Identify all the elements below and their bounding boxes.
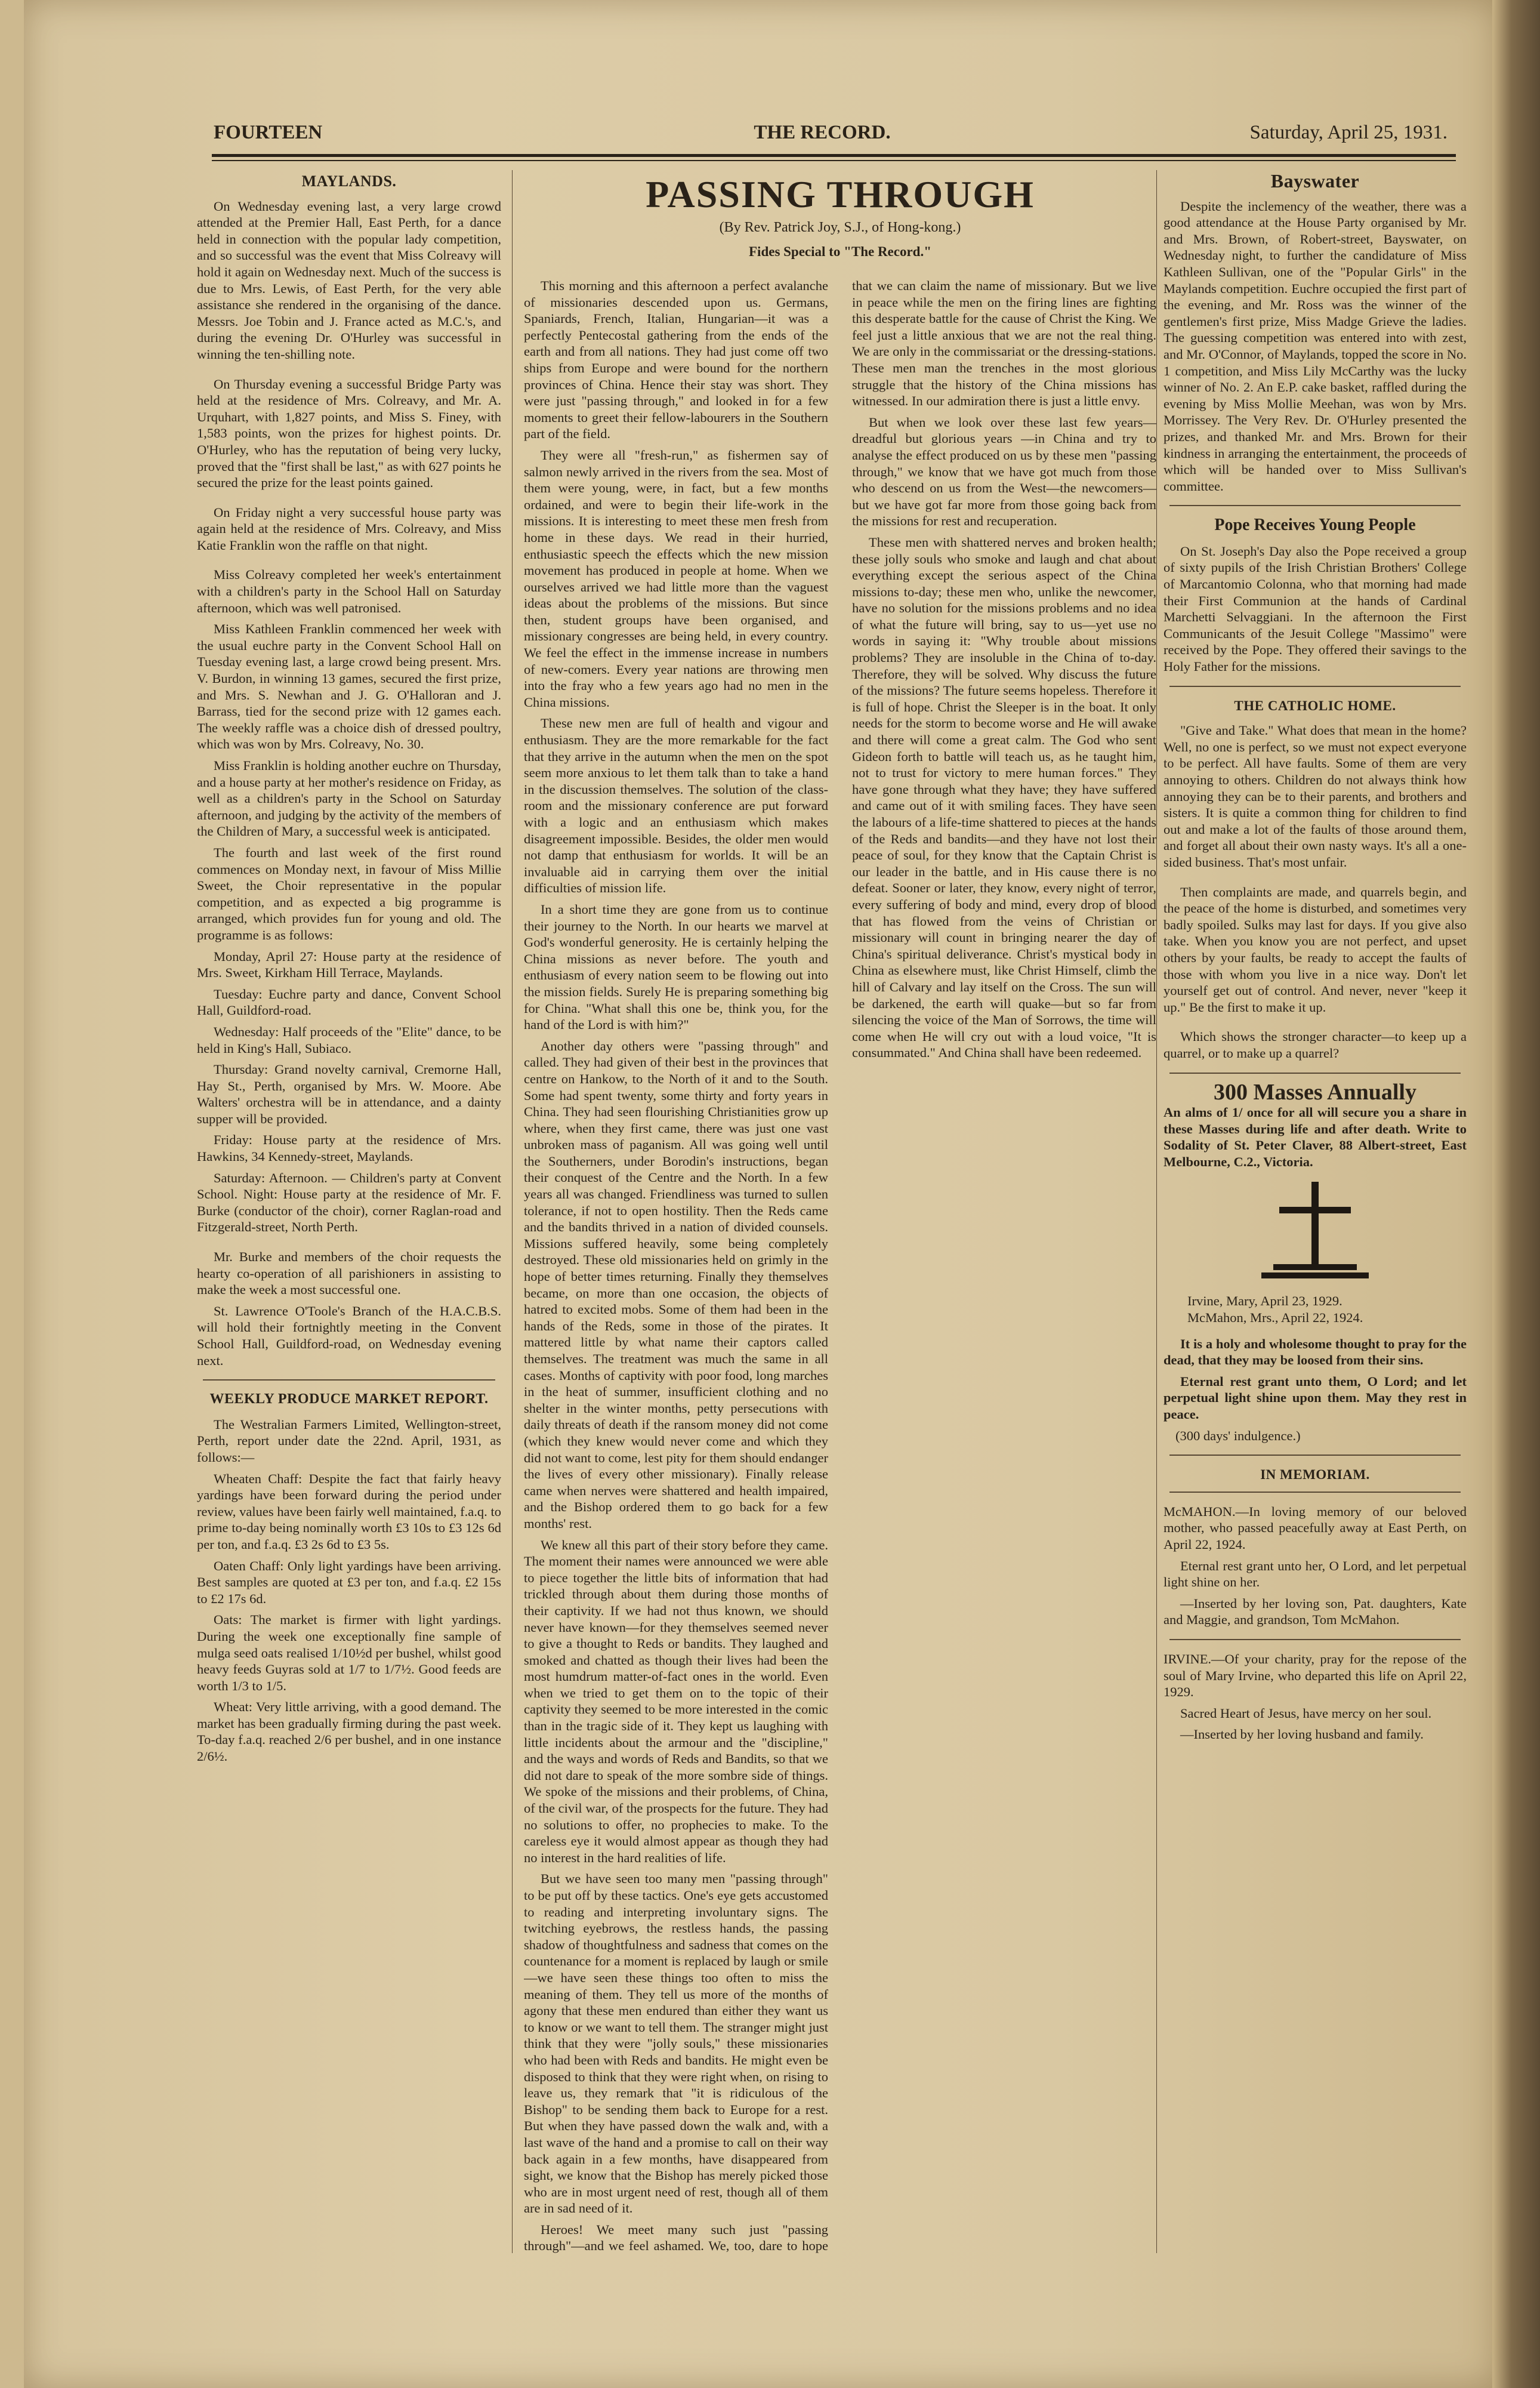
memoriam-heading: IN MEMORIAM.: [1260, 1467, 1370, 1483]
produce-paragraph: Wheaten Chaff: Despite the fact that fairly heavy yardings have been forward during the period under review, values have been fairly well maintained, f.a.q. to prime to-day being nominally worth £3 10s to £3 12s 6d per ton, and f.a.q. £3 2s 6d to £3 5s.: [197, 1471, 501, 1552]
maylands-paragraph: Thursday: Grand novelty carnival, Cremorne Hall, Hay St., Perth, organised by Mrs. W. Moore. Abe Walters' orchestra will be in attendance, and a dainty supper will be provided.: [197, 1062, 501, 1126]
masthead-rule-thin: [212, 160, 1456, 161]
maylands-paragraph: Friday: House party at the residence of Mrs. Hawkins, 34 Kennedy-street, Maylands.: [197, 1132, 501, 1164]
article-paragraph: Heroes! We meet many such just "passing through"—and we feel ashamed. We, too, dare to hope that we can claim the name of missionary. But we live in peace while the men on the firing lines are fighting this desperate battle for the cause of Christ the King. We feel just a little anxious that we are not the real thing. We are only in the commissariat or the dressing-stations. These men man the trenches in the most glorious struggle that the history of the China missions has witnessed. In our admiration there is just a little envy.: [524, 278, 1156, 2254]
masses-text: An alms of 1/ once for all will secure you a share in these Masses during life and after death. Write to Sodality of St. Peter Claver, 88 Albert-street, East Melbourne, C.2., Victoria.: [1164, 1105, 1467, 1169]
maylands-paragraph: Wednesday: Half proceeds of the "Elite" dance, to be held in King's Hall, Subiaco.: [197, 1024, 501, 1056]
produce-paragraph: Oats: The market is firmer with light yardings. During the week one exceptionally fine sample of mulga seed oats realised 1/10½d per bushel, whilst good heavy feeds Guyras sold at 1/7 to 1/7½. Good feeds are worth 1/3 to 1/5.: [197, 1612, 501, 1693]
maylands-paragraph: Tuesday: Euchre party and dance, Convent School Hall, Guildford-road.: [197, 986, 501, 1018]
catholic-home-paragraph: Then complaints are made, and quarrels begin, and the peace of the home is disturbed, and sometimes very badly spoiled. Sulks may last for days. If you give also take. When you know you are not perfect, and upset others by your faults, be ready to accept the faults of those with whom you live in a nice way. Don't let yourself get out of control. And never, never "keep it up." Be the first to make it up.: [1164, 884, 1467, 1015]
produce-paragraph: The Westralian Farmers Limited, Wellington-street, Perth, report under date the 22nd. April, 1931, as follows:—: [197, 1416, 501, 1465]
page-number: FOURTEEN: [214, 122, 323, 143]
article-paragraph: Another day others were "passing through" and called. They had given of their best in the provinces that centre on Hankow, to the North of it and to the South. Some had spent twenty, some thirty and forty years in China. They had seen flourishing Christianities grow up where, when they first came, there was just one vast unbroken mass of paganism. All was going well until the Southerners, under Borodin's instructions, began their conquest of the Centre and the North. In a few years all was changed. Friendliness was turned to sullen tolerance, if not to open hostility. Then the Reds came and the bandits thrived in a nation of divided counsels. Missions suffered heavily, some being completely destroyed. These old missionaries held on grimly in the hope of better times returning. Finally they themselves became, on more than one occasion, the objects of hatred to excited mobs. Some of them had been in the hands of the Reds, some in those of the pirates. It mattered little by what name their captors called themselves. The treatment was much the same in all cases. Months of captivity with poor food, long marches in the heat of summer, insufficient clothing and no shelter in the winter months, petty persecutions with daily threats of death if the ransom money did not come (which they knew would never come and which they did not want to come, lest pity for them should endanger the lives of every other missionary). Finally release came when nerves were shattered and health impaired, and the Bishop ordered them to go back for a few months' rest.: [524, 1038, 828, 1531]
article-paragraph: This morning and this afternoon a perfect avalanche of missionaries descended upon us. Germans, Spaniards, French, Italian, Hungarian—it was a perfectly Pentecostal gathering from the ends of the earth and from all nations. They had just come off two ships from Europe and were bound for the northern provinces of China. Hence their stay was short. They were just "passing through," and looked in for a few moments to greet their fellow-labourers in the Southern part of the field.: [524, 278, 828, 442]
column-divider: [1156, 170, 1157, 2253]
maylands-paragraph: Miss Kathleen Franklin commenced her week with the usual euchre party in the Convent School Hall on Tuesday evening last, a large crowd being present. Mrs. V. Burdon, in winning 13 games, secured the first prize, and Mrs. S. Newhan and J. G. O'Halloran and J. Barrass, tied for the second prize with 12 games each. The weekly raffle was a choice dish of dressed poultry, which was won by Mrs. Colreavy, No. 30.: [197, 621, 501, 752]
catholic-home-paragraph: Which shows the stronger character—to keep up a quarrel, or to make up a quarrel?: [1164, 1029, 1467, 1061]
maylands-paragraph: The fourth and last week of the first round commences on Monday next, in favour of Miss Millie Sweet, the Choir representative in the popular competition, and as expected a big programme is arranged, which provides fun for young and old. The programme is as follows:: [197, 845, 501, 942]
maylands-paragraph: St. Lawrence O'Toole's Branch of the H.A.C.B.S. will hold their fortnightly meeting in the Convent School Hall, Guildford-road, on Wednesday evening next.: [197, 1303, 501, 1368]
death-notice: Irvine, Mary, April 23, 1929.: [1187, 1293, 1343, 1309]
catholic-home-paragraph: "Give and Take." What does that mean in the home? Well, no one is perfect, so we must not expect everyone to be perfect. All have faults. Some of them are very annoying to others. Children do not always think how annoying they can be to their parents, and brothers and sisters. It is quite a common thing for children to find out and make a lot of the faults of those around them, and forget all about their own nasty ways. It's all a one-sided business. That's most unfair.: [1164, 723, 1467, 870]
produce-paragraph: Wheat: Very little arriving, with a good demand. The market has been gradually firming during the past week. To-day f.a.q. reached 2/6 per bushel, and in one instance 2/6½.: [197, 1699, 501, 1764]
section-divider: [1169, 1455, 1461, 1456]
memoriam-entry: —Inserted by her loving husband and family.: [1180, 1727, 1424, 1742]
catholic-home-heading: THE CATHOLIC HOME.: [1234, 698, 1396, 713]
prayer-text: It is a holy and wholesome thought to pray for the dead, that they may be loosed from their sins.: [1164, 1336, 1467, 1368]
section-divider: [203, 1379, 495, 1381]
indulgence-text: (300 days' indulgence.): [1175, 1428, 1301, 1443]
masthead: [190, 119, 1455, 148]
column-right: [1164, 173, 1467, 2262]
memoriam-entry: Eternal rest grant unto her, O Lord, and let perpetual light shine on her.: [1164, 1558, 1467, 1590]
issue-date: Saturday, April 25, 1931.: [1249, 122, 1448, 143]
maylands-paragraph: On Wednesday evening last, a very large crowd attended at the Premier Hall, East Perth, for a dance held in connection with the popular lady competition, and so successful was the event that Miss Colreavy will hold it again on Wednesday next. Much of the success is due to Mrs. Lewis, of East Perth, for the very able assistance she rendered in the organising of the dance. Messrs. Joe Tobin and J. France acted as M.C.'s, and during the evening Dr. O'Hurley was successful in winning the ten-shilling note.: [197, 198, 501, 362]
article-paragraph: They were all "fresh-run," as fishermen say of salmon newly arrived in the rivers from the sea. Most of them were young, were, in fact, but a few months ordained, and were to begin their life-work in the missions. It is interesting to meet these men fresh from home in these days. We read in their hurried, enthusiastic speech the effects which the new mission movement has produced in people at home. When we ourselves arrived we had little more than the vaguest ideas about the problems of the missions. But since then, student groups have been organised, and missionary congresses are being held, in every country. We feel the effect in the immense increase in numbers of new-comers. Every year nations are throwing men into the fray who a few years ago had no men in the China missions.: [524, 447, 828, 710]
maylands-paragraph: On Friday night a very successful house party was again held at the residence of Mrs. Colreavy, and Miss Katie Franklin won the raffle on that night.: [197, 504, 501, 553]
prayer-text: Eternal rest grant unto them, O Lord; and let perpetual light shine upon them. May they rest in peace.: [1164, 1373, 1467, 1422]
article-byline: (By Rev. Patrick Joy, S.J., of Hong-kong.): [719, 220, 961, 235]
masthead-rule: [212, 154, 1456, 157]
maylands-paragraph: Miss Franklin is holding another euchre on Thursday, and a house party at her mother's residence on Friday, as well as a children's party in the School on Saturday afternoon, and judging by the activity of the members of the Children of Mary, a successful week is anticipated.: [197, 758, 501, 839]
pope-heading: Pope Receives Young People: [1214, 516, 1416, 535]
maylands-paragraph: Saturday: Afternoon. — Children's party at Convent School. Night: House party at the residence of Mr. F. Burke (conductor of the choir), corner Raglan-road and Fitzgerald-street, North Perth.: [197, 1170, 501, 1235]
memoriam-entry: McMAHON.—In loving memory of our beloved mother, who passed peacefully away at East Perth, on April 22, 1924.: [1164, 1503, 1467, 1552]
article-body: [524, 278, 1156, 2262]
maylands-paragraph: Mr. Burke and members of the choir requests the hearty co-operation of all parishioners in assisting to make the week a most successful one.: [197, 1249, 501, 1298]
article-paragraph: These men with shattered nerves and broken health; these jolly souls who smoke and laugh and chat about everything except the serious aspect of the China missions to-day; these men who, unlike the newcomer, have no solution for the missions problems and no idea of what the future will bring, say to us—yet use no words in saying it: "Why trouble about missions problems? They are insoluble in the China of to-day. Therefore, they will be solved. Why discuss the future of the missions? The future seems hopeless. Therefore it is full of hope. Christ the Sleeper is in the boat. It only needs for the storm to become worse and He will awake and there will come a great calm. The God who sent Gideon forth to battle will teach us, as he taught him, not to trust for victory to mere human forces." They have gone through what they have; they have suffered and came out of it with smiling faces. They have seen the labours of a life-time shattered to pieces at the hands of the Reds and bandits—and they have not lost their peace of soul, for they know that the Captain Christ is our leader in the battle, and in His cause there is no defeat. Sooner or later, they know, every night of terror, every suffering of body and mind, every drop of blood that has flowed from the veins of Christian or missionary will count in bringing nearer the day of China's spiritual deliverance. Christ's mystical body in China as elsewhere must, like Christ Himself, climb the hill of Calvary and lay itself on the Cross. The sun will be darkened, the earth will quake—but so far from silencing the voice of the Man of Sorrows, the time will come when He will cry out with a loud voice, "It is consummated." And China shall have been redeemed.: [852, 534, 1156, 1061]
masses-heading: 300 Masses Annually: [1214, 1079, 1416, 1105]
article-headline: PASSING THROUGH: [646, 173, 1035, 215]
maylands-paragraph: Miss Colreavy completed her week's entertainment with a children's party in the School Hall on Saturday afternoon, which was well patronised.: [197, 567, 501, 615]
section-divider: [1169, 1073, 1461, 1074]
maylands-paragraph: On Thursday evening a successful Bridge Party was held at the residence of Mrs. Colreavy, and Mr. A. Urquhart, with 1,827 points, and Miss S. Finey, with 1,583 points, won the prizes for highest points. Dr. O'Hurley, who has the reputation of being very lucky, proved that the "first shall be last," as with 627 points he secured the prize for the least points gained.: [197, 376, 501, 491]
article-paragraph: These new men are full of health and vigour and enthusiasm. They are the more remarkable for the fact that they arrive in the autumn when the men on the spot seem more anxious to let them talk than to take a hand in the discussion themselves. The solution of the class-room and the missionary conference are put forward with a logic and an enthusiasm which makes disagreement impossible. Besides, the older men would not damp that enthusiasm for worlds. It will be an invaluable aid in carrying them over the initial difficulties of mission life.: [524, 716, 828, 896]
column-maylands: [197, 173, 501, 2262]
bayswater-heading: Bayswater: [1270, 173, 1360, 192]
article-paragraph: But we have seen too many men "passing through" to be put off by these tactics. One's eye gets accustomed to reading and interpreting involuntary signs. The twitching eyebrows, the restless hands, the passing shadow of thoughtfulness and sadness that comes on the countenance for a moment is replaced by laugh or smile—we have seen these things too often to miss the meaning of them. They tell us more of the months of agony that these men endured than either they want us to know or we want to tell them. The stranger might just think that they were "jolly souls," these missionaries who had been with Reds and bandits. He might even be disposed to think that they were right when, on rising to leave us, they remark that "it is ridiculous of the Bishop" to be sending them back to Europe for a rest. But when they have passed down the walk and, with a last wave of the hand and a promise to call on their way back again in a few months, have disappeared from sight, we know that the Bishop has merely picked those who are in most urgent need of rest, though all of them are in sad need of it.: [524, 1871, 828, 2216]
article-paragraph: In a short time they are gone from us to continue their journey to the North. In our hearts we marvel at God's wonderful generosity. He is certainly helping the China missions as never before. The youth and enthusiasm of every nation seem to be flowing out into the mission fields. Surely He is preparing something big for China. "What shall this one be, think you, for the hand of the Lord is with him?": [524, 901, 828, 1033]
article-passing-through: [524, 173, 1156, 2262]
memoriam-entry: —Inserted by her loving son, Pat. daughters, Kate and Maggie, and grandson, Tom McMahon.: [1164, 1595, 1467, 1628]
article-paragraph: We knew all this part of their story before they came. The moment their names were announced we were able to piece together the little bits of information that had trickled through about them during those months of their captivity. If we had not thus known, we should never have known—for they themselves seemed never to give a thought to Reds or bandits. They laughed and smoked and chatted as though their lives had been the most humdrum matter-of-fact ones in the world. Even when we tried to get them on to the topic of their captivity they seemed to be more interested in the comic than in the tragic side of it. They kept us laughing with little incidents about the armour and the "discipline," and the ways and words of Reds and Bandits, so that we did not dare to speak of the more sombre side of things. We spoke of the missions and their problems, of China, of the civil war, of the prospects for the future. They had no solutions to offer, no prophecies to make. To the careless eye it would almost appear as though they had no interest in the hard realities of life.: [524, 1537, 828, 1865]
section-divider: [1169, 1492, 1461, 1493]
pope-paragraph: On St. Joseph's Day also the Pope received a group of sixty pupils of the Irish Christian Brothers' College of Marcantomio Colonna, who that morning had made their First Communion at the hands of Cardinal Marchetti Selvaggiani. In the afternoon the First Communicants of the Jesuit College "Massimo" were received by the Pope. They offered their savings to the Holy Father for the missions.: [1164, 543, 1467, 674]
produce-paragraph: Oaten Chaff: Only light yardings have been arriving. Best samples are quoted at £3 per ton, and f.a.q. £2 15s to £2 17s 6d.: [197, 1558, 501, 1606]
cross-icon: [1255, 1182, 1375, 1283]
bayswater-paragraph: Despite the inclemency of the weather, there was a good attendance at the House Party organised by Mr. and Mrs. Brown, of Robert-street, Bayswater, on Wednesday night, to further the candidature of Miss Kathleen Sullivan, one of the "Popular Girls" in the Maylands competition. Euchre occupied the first part of the evening, and Mr. Ross was the winner of the gentlemen's first prize, Miss Madge Grieve the ladies. The guessing competition was entered into with zest, and Mr. O'Connor, of Maylands, topped the score in No. 1 competition, and Miss Lily McCarthy was the lucky winner of No. 2. An E.P. cake basket, raffled during the evening by Miss Mollie Meehan, was won by Mrs. Morrissey. The Very Rev. Dr. O'Hurley presented the prizes, and thanked Mr. and Mrs. Brown for their kindness in arranging the entertainment, the proceeds of which will be handed over to Miss Sullivan's committee.: [1164, 198, 1467, 494]
newspaper-name: THE RECORD.: [754, 122, 891, 143]
produce-heading: WEEKLY PRODUCE MARKET REPORT.: [209, 1391, 489, 1407]
maylands-paragraph: Monday, April 27: House party at the residence of Mrs. Sweet, Kirkham Hill Terrace, Maylands.: [197, 948, 501, 981]
section-divider: [1169, 505, 1461, 506]
article-paragraph: But when we look over these last few years—dreadful but glorious years —in China and try to analyse the effect produced on us by these men "passing through," we know that we have got much from those who descend on us from the West—the newcomers—but we have got far more from those going back from the missions for rest and recuperation.: [852, 414, 1156, 529]
binding-edge: [1492, 0, 1540, 2388]
section-divider: [1169, 686, 1461, 687]
memoriam-entry: Sacred Heart of Jesus, have mercy on her soul.: [1180, 1705, 1432, 1721]
maylands-heading: MAYLANDS.: [301, 173, 397, 190]
death-notice: McMahon, Mrs., April 22, 1924.: [1187, 1310, 1363, 1326]
article-dateline: Fides Special to "The Record.": [749, 244, 931, 259]
memoriam-entry: IRVINE.—Of your charity, pray for the repose of the soul of Mary Irvine, who departed this life on April 22, 1929.: [1164, 1651, 1467, 1700]
section-divider: [1169, 1639, 1461, 1640]
column-divider: [512, 170, 513, 2253]
